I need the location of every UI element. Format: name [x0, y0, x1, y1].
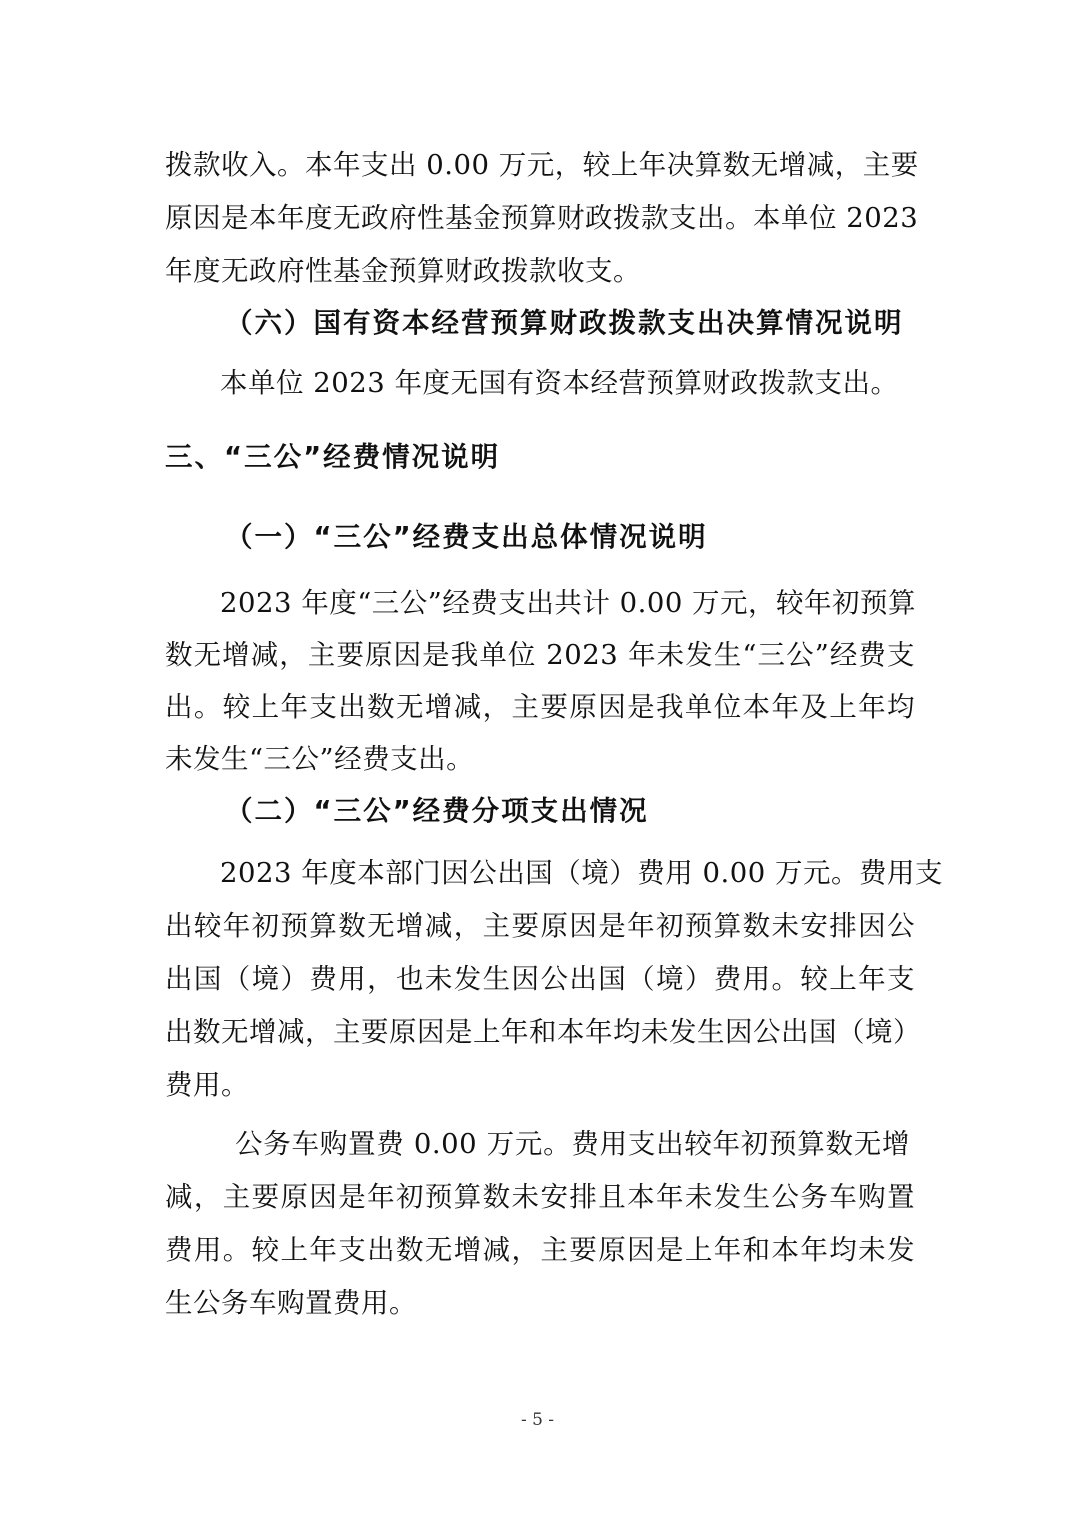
section-heading: （一）“三公”经费支出总体情况说明 [225, 521, 708, 553]
paragraph-line: 公务车购置费 0.00 万元。费用支出较年初预算数无增 [235, 1128, 910, 1160]
paragraph-line: 出。较上年支出数无增减，主要原因是我单位本年及上年均 [165, 691, 915, 723]
paragraph-line: 费用。 [165, 1069, 249, 1101]
paragraph-line: 2023 年度“三公”经费支出共计 0.00 万元，较年初预算 [220, 587, 917, 619]
paragraph-line: 未发生“三公”经费支出。 [165, 743, 475, 775]
paragraph-line: 本单位 2023 年度无国有资本经营预算财政拨款支出。 [220, 367, 899, 399]
section-heading: （六）国有资本经营预算财政拨款支出决算情况说明 [225, 307, 904, 339]
page-number: - 5 - [520, 1410, 555, 1430]
paragraph-line: 出国（境）费用，也未发生因公出国（境）费用。较上年支 [165, 963, 915, 995]
paragraph-line: 原因是本年度无政府性基金预算财政拨款支出。本单位 2023 [165, 202, 919, 234]
chapter-heading: 三、“三公”经费情况说明 [165, 441, 501, 473]
paragraph-line: 数无增减，主要原因是我单位 2023 年未发生“三公”经费支 [165, 639, 915, 671]
paragraph-line: 出较年初预算数无增减，主要原因是年初预算数未安排因公 [165, 910, 915, 942]
paragraph-line: 减，主要原因是年初预算数未安排且本年未发生公务车购置 [165, 1181, 915, 1213]
section-heading: （二）“三公”经费分项支出情况 [225, 795, 649, 827]
paragraph-line: 拨款收入。本年支出 0.00 万元，较上年决算数无增减，主要 [165, 149, 919, 181]
paragraph-line: 年度无政府性基金预算财政拨款收支。 [165, 255, 641, 287]
paragraph-line: 2023 年度本部门因公出国（境）费用 0.00 万元。费用支 [220, 857, 943, 889]
paragraph-line: 生公务车购置费用。 [165, 1287, 417, 1319]
paragraph-line: 出数无增减，主要原因是上年和本年均未发生因公出国（境） [165, 1016, 921, 1048]
paragraph-line: 费用。较上年支出数无增减，主要原因是上年和本年均未发 [165, 1234, 915, 1266]
